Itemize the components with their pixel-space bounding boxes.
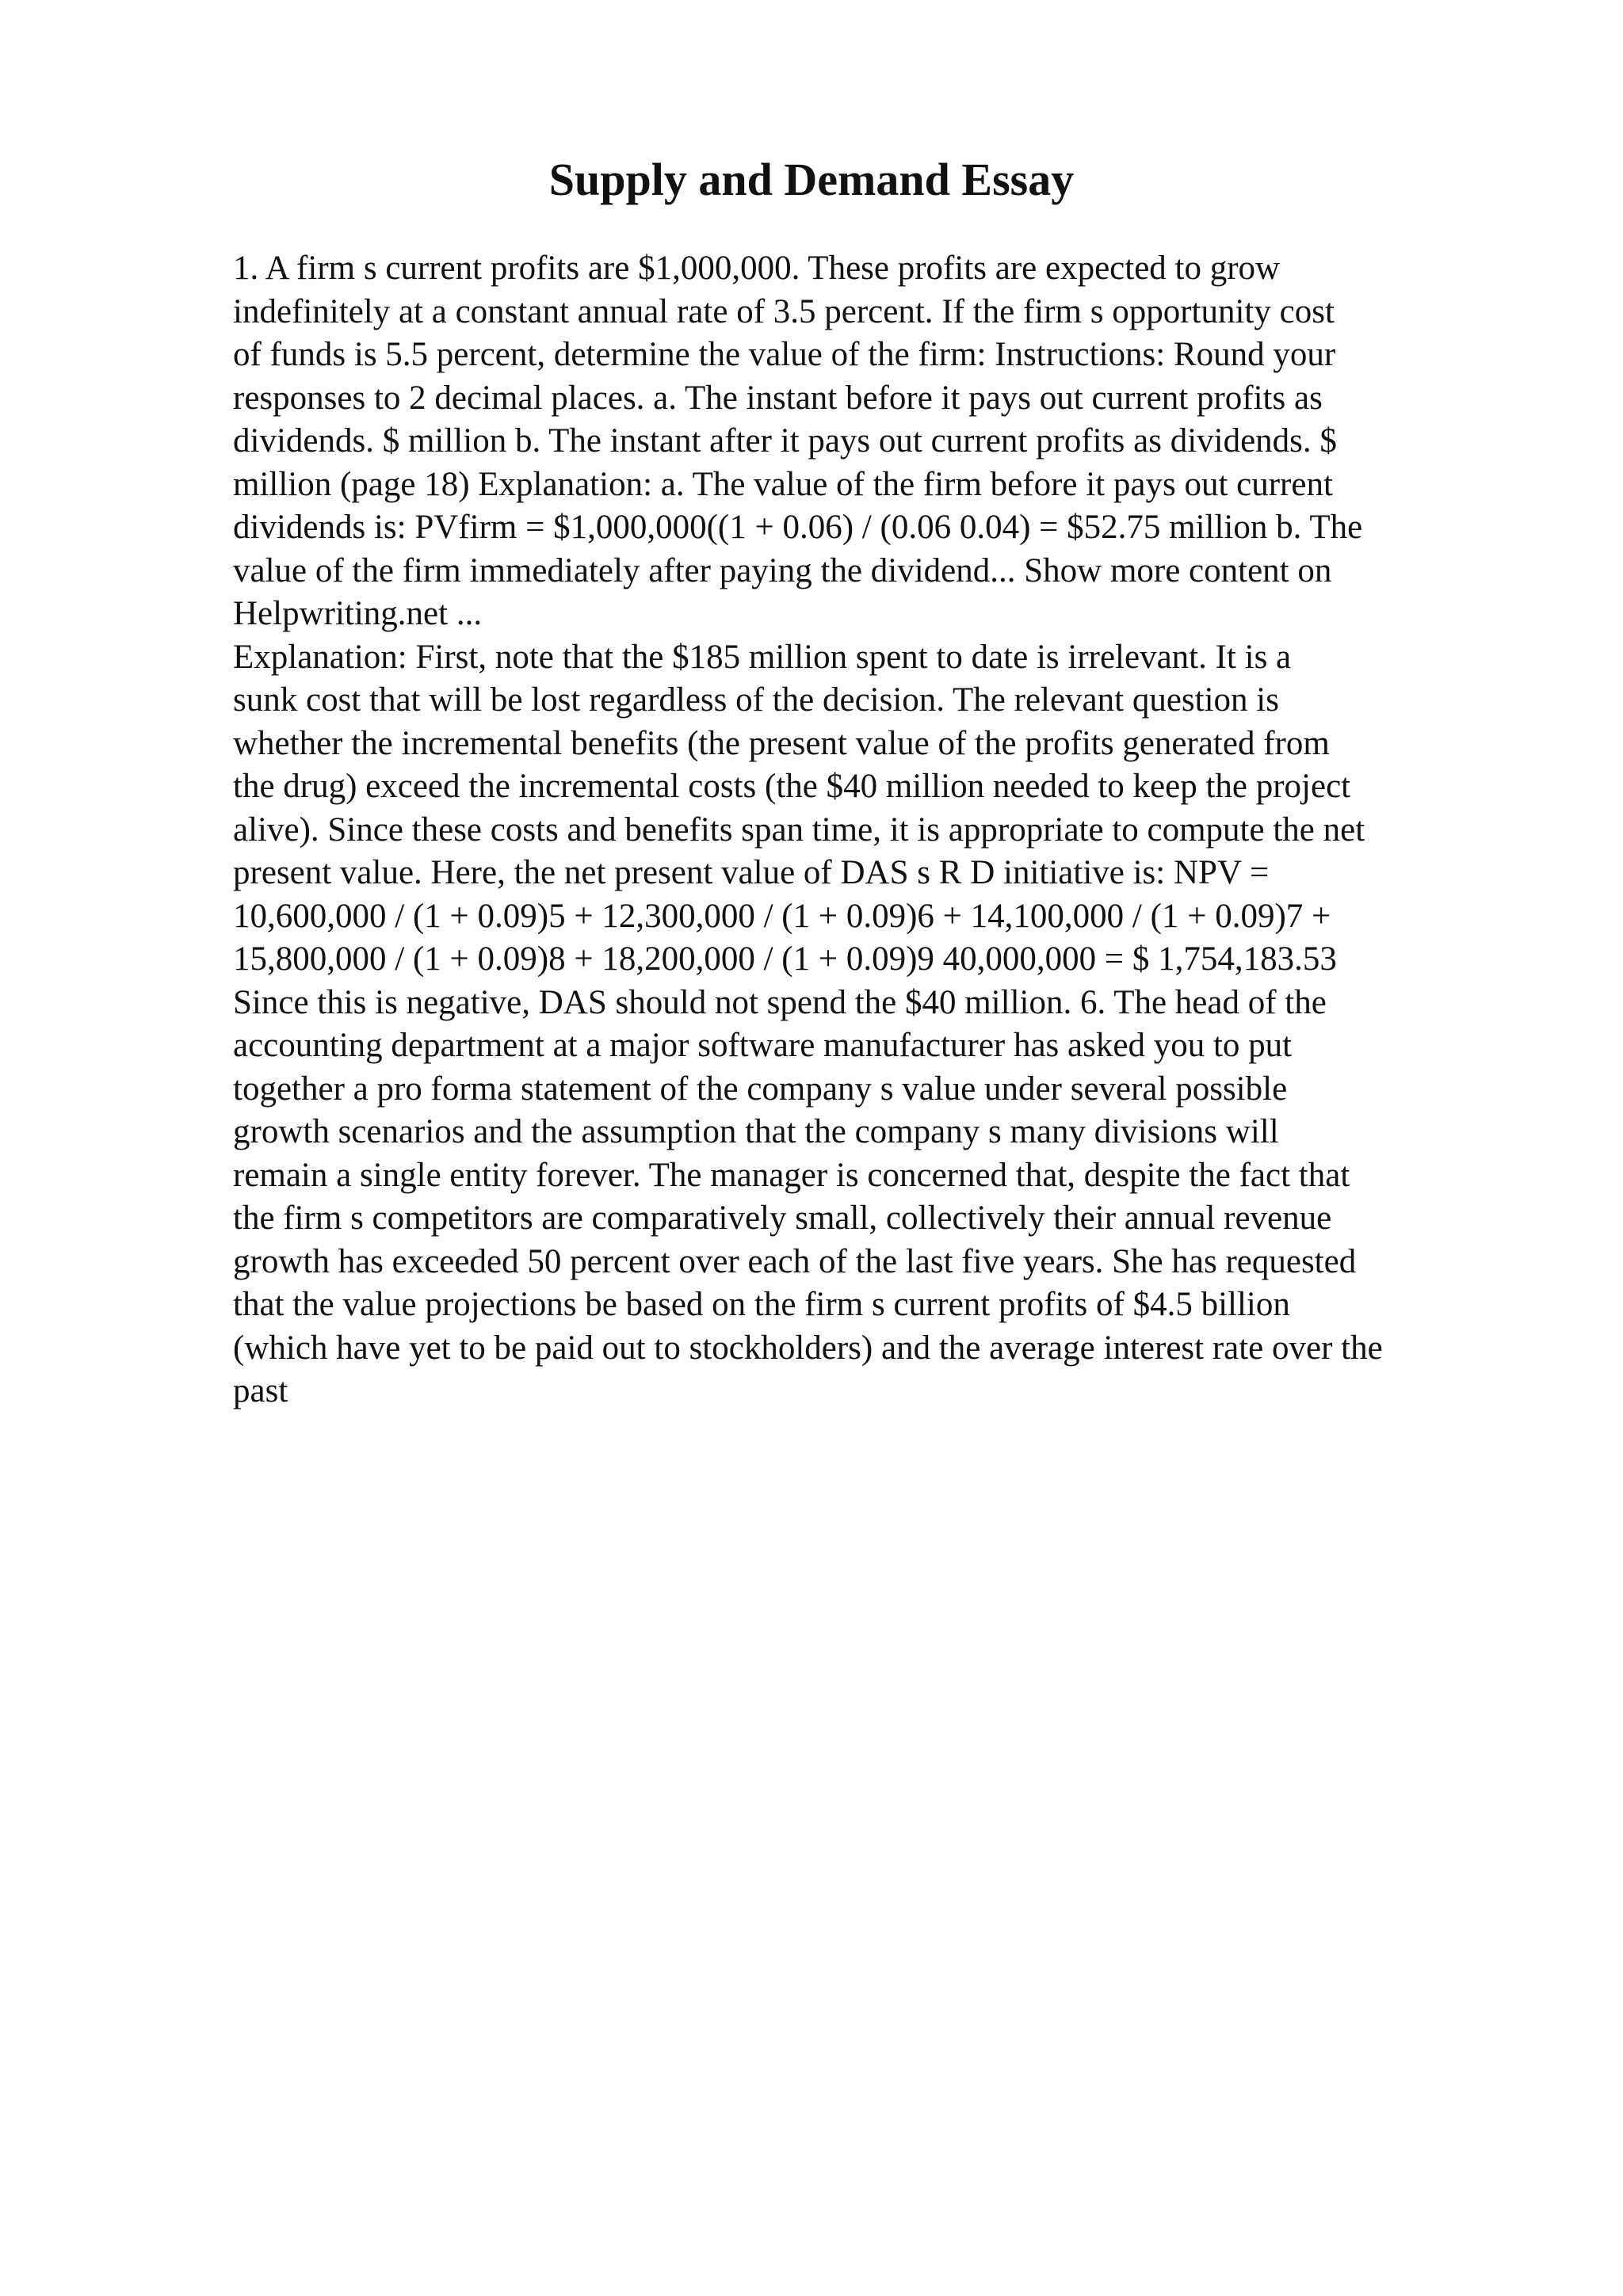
text-line: growth has exceeded 50 percent over each of the last five years. She has requested xyxy=(233,1242,1357,1280)
text-line: 15,800,000 / (1 + 0.09)8 + 18,200,000 / (1 + 0.09)9 40,000,000 = $ 1,754,183.53 xyxy=(233,940,1337,978)
text-line: accounting department at a major software manufacturer has asked you to put xyxy=(233,1027,1293,1064)
text-line: Explanation: First, note that the $185 million spent to date is irrelevant. It is a xyxy=(233,638,1292,676)
text-line: indefinitely at a constant annual rate of 3.5 percent. If the firm s opportunity cost xyxy=(233,292,1335,330)
text-line: the firm s competitors are comparatively small, collectively their annual revenue xyxy=(233,1199,1332,1237)
text-line: million (page 18) Explanation: a. The value of the firm before it pays out current xyxy=(233,465,1333,503)
document-title: Supply and Demand Essay xyxy=(548,154,1075,205)
text-line: alive). Since these costs and benefits span time, it is appropriate to compute the net xyxy=(233,810,1365,849)
text-line: responses to 2 decimal places. a. The instant before it pays out current profits as xyxy=(233,379,1323,417)
text-line: together a pro forma statement of the company s value under several possible xyxy=(233,1070,1288,1108)
text-line: growth scenarios and the assumption that the company s many divisions will xyxy=(233,1113,1279,1150)
text-line: of funds is 5.5 percent, determine the value of the firm: Instructions: Round your xyxy=(233,336,1336,373)
text-line: dividends is: PVfirm = $1,000,000((1 + 0.06) / (0.06 0.04) = $52.75 million b. The xyxy=(233,509,1363,546)
text-line: remain a single entity forever. The manager is concerned that, despite the fact that xyxy=(233,1156,1350,1194)
text-line: present value. Here, the net present value of DAS s R D initiative is: NPV = xyxy=(233,854,1270,891)
text-line: Since this is negative, DAS should not spend the $40 million. 6. The head of the xyxy=(233,983,1327,1021)
text-line: sunk cost that will be lost regardless of the decision. The relevant question is xyxy=(233,681,1279,719)
text-line: past xyxy=(233,1372,288,1409)
text-line: value of the firm immediately after paying the dividend... Show more content on xyxy=(233,551,1332,589)
text-line: 10,600,000 / (1 + 0.09)5 + 12,300,000 / (1 + 0.09)6 + 14,100,000 / (1 + 0.09)7 + xyxy=(233,897,1331,935)
paragraph-1 xyxy=(233,247,1509,636)
paragraph-2 xyxy=(233,636,1509,1413)
document-body xyxy=(233,247,1509,1413)
text-line: Helpwriting.net ... xyxy=(233,595,483,632)
text-line: the drug) exceed the incremental costs (the $40 million needed to keep the project xyxy=(233,768,1351,805)
text-line: (which have yet to be paid out to stockholders) and the average interest rate over the xyxy=(233,1329,1383,1367)
text-line: dividends. $ million b. The instant after it pays out current profits as dividends. $ xyxy=(233,422,1337,460)
text-line: 1. A firm s current profits are $1,000,000. These profits are expected to grow xyxy=(233,250,1281,287)
text-line: that the value projections be based on the firm s current profits of $4.5 billion xyxy=(233,1286,1290,1323)
text-line: whether the incremental benefits (the present value of the profits generated from xyxy=(233,724,1330,762)
